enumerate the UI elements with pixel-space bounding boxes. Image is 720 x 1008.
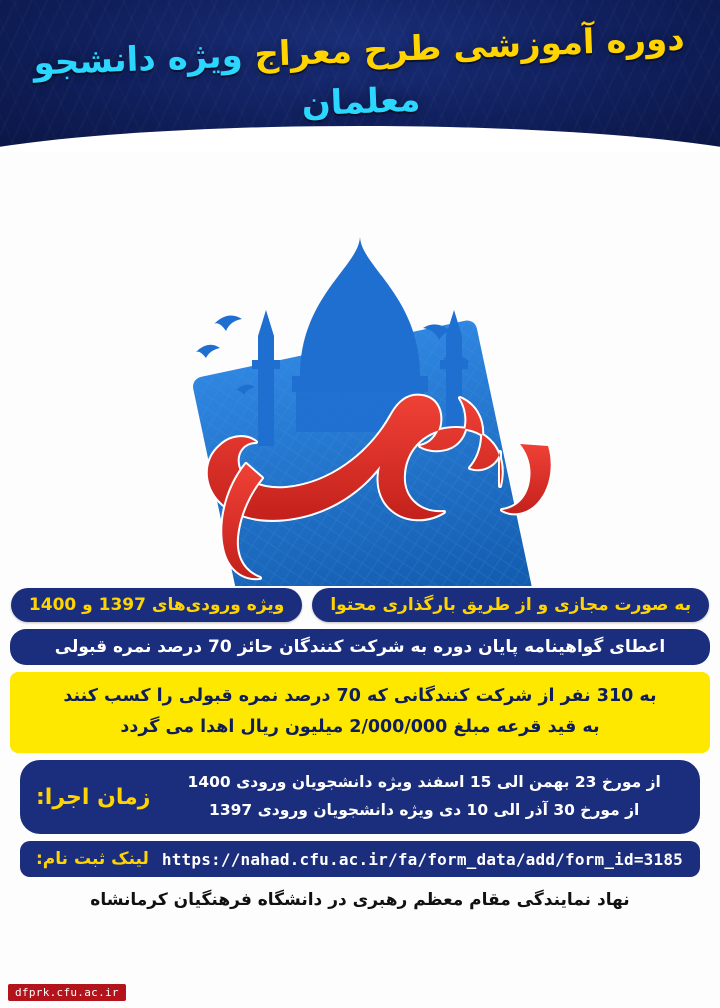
certificate-bar: اعطای گواهینامه پایان دوره به شرکت کنندگان حائز 70 درصد نمره قبولی (10, 629, 710, 665)
schedule-box (20, 760, 700, 834)
schedule-label: زمان اجرا: (36, 784, 151, 810)
prize-line-2: به قید قرعه مبلغ 2/000/000 میلیون ریال اهدا می گردد (120, 716, 600, 737)
registration-link[interactable]: https://nahad.cfu.ac.ir/fa/form_data/add/form_id=3185 (161, 849, 683, 869)
registration-row (20, 841, 700, 877)
prize-line-1: به 310 نفر از شرکت کنندگانی که 70 درصد نمره قبولی را کسب کنند (63, 686, 657, 706)
page-title-part2: ویژه دانشجو معلمان (32, 35, 422, 125)
prize-bar (10, 672, 710, 753)
registration-label: لینک ثبت نام: (36, 849, 149, 870)
poster-content (0, 586, 720, 1008)
page-title-part1: دوره آموزشی طرح معراج (253, 18, 686, 76)
certificate-row (10, 629, 710, 665)
schedule-line-1: از مورخ 23 بهمن الی 15 اسفند ویژه دانشجویان ورودی 1400 (187, 773, 661, 792)
pill-format: به صورت مجازی و از طریق بارگذاری محتوا (312, 588, 709, 622)
schedule-lines (164, 769, 684, 825)
watermark-site: dfprk.cfu.ac.ir (8, 984, 126, 1001)
pill-row (20, 588, 700, 622)
poster-header (0, 0, 720, 152)
footer-organization: نهاد نمایندگی مقام معظم رهبری در دانشگاه فرهنگیان کرمانشاه (90, 890, 630, 911)
prize-row (10, 672, 710, 753)
schedule-row (20, 760, 700, 834)
artwork-calligraphy-meraj (0, 146, 720, 586)
pill-entries: ویژه ورودی‌های 1397 و 1400 (11, 588, 302, 622)
registration-box (20, 841, 700, 877)
schedule-line-2: از مورخ 30 آذر الی 10 دی ویژه دانشجویان ورودی 1397 (209, 801, 640, 820)
